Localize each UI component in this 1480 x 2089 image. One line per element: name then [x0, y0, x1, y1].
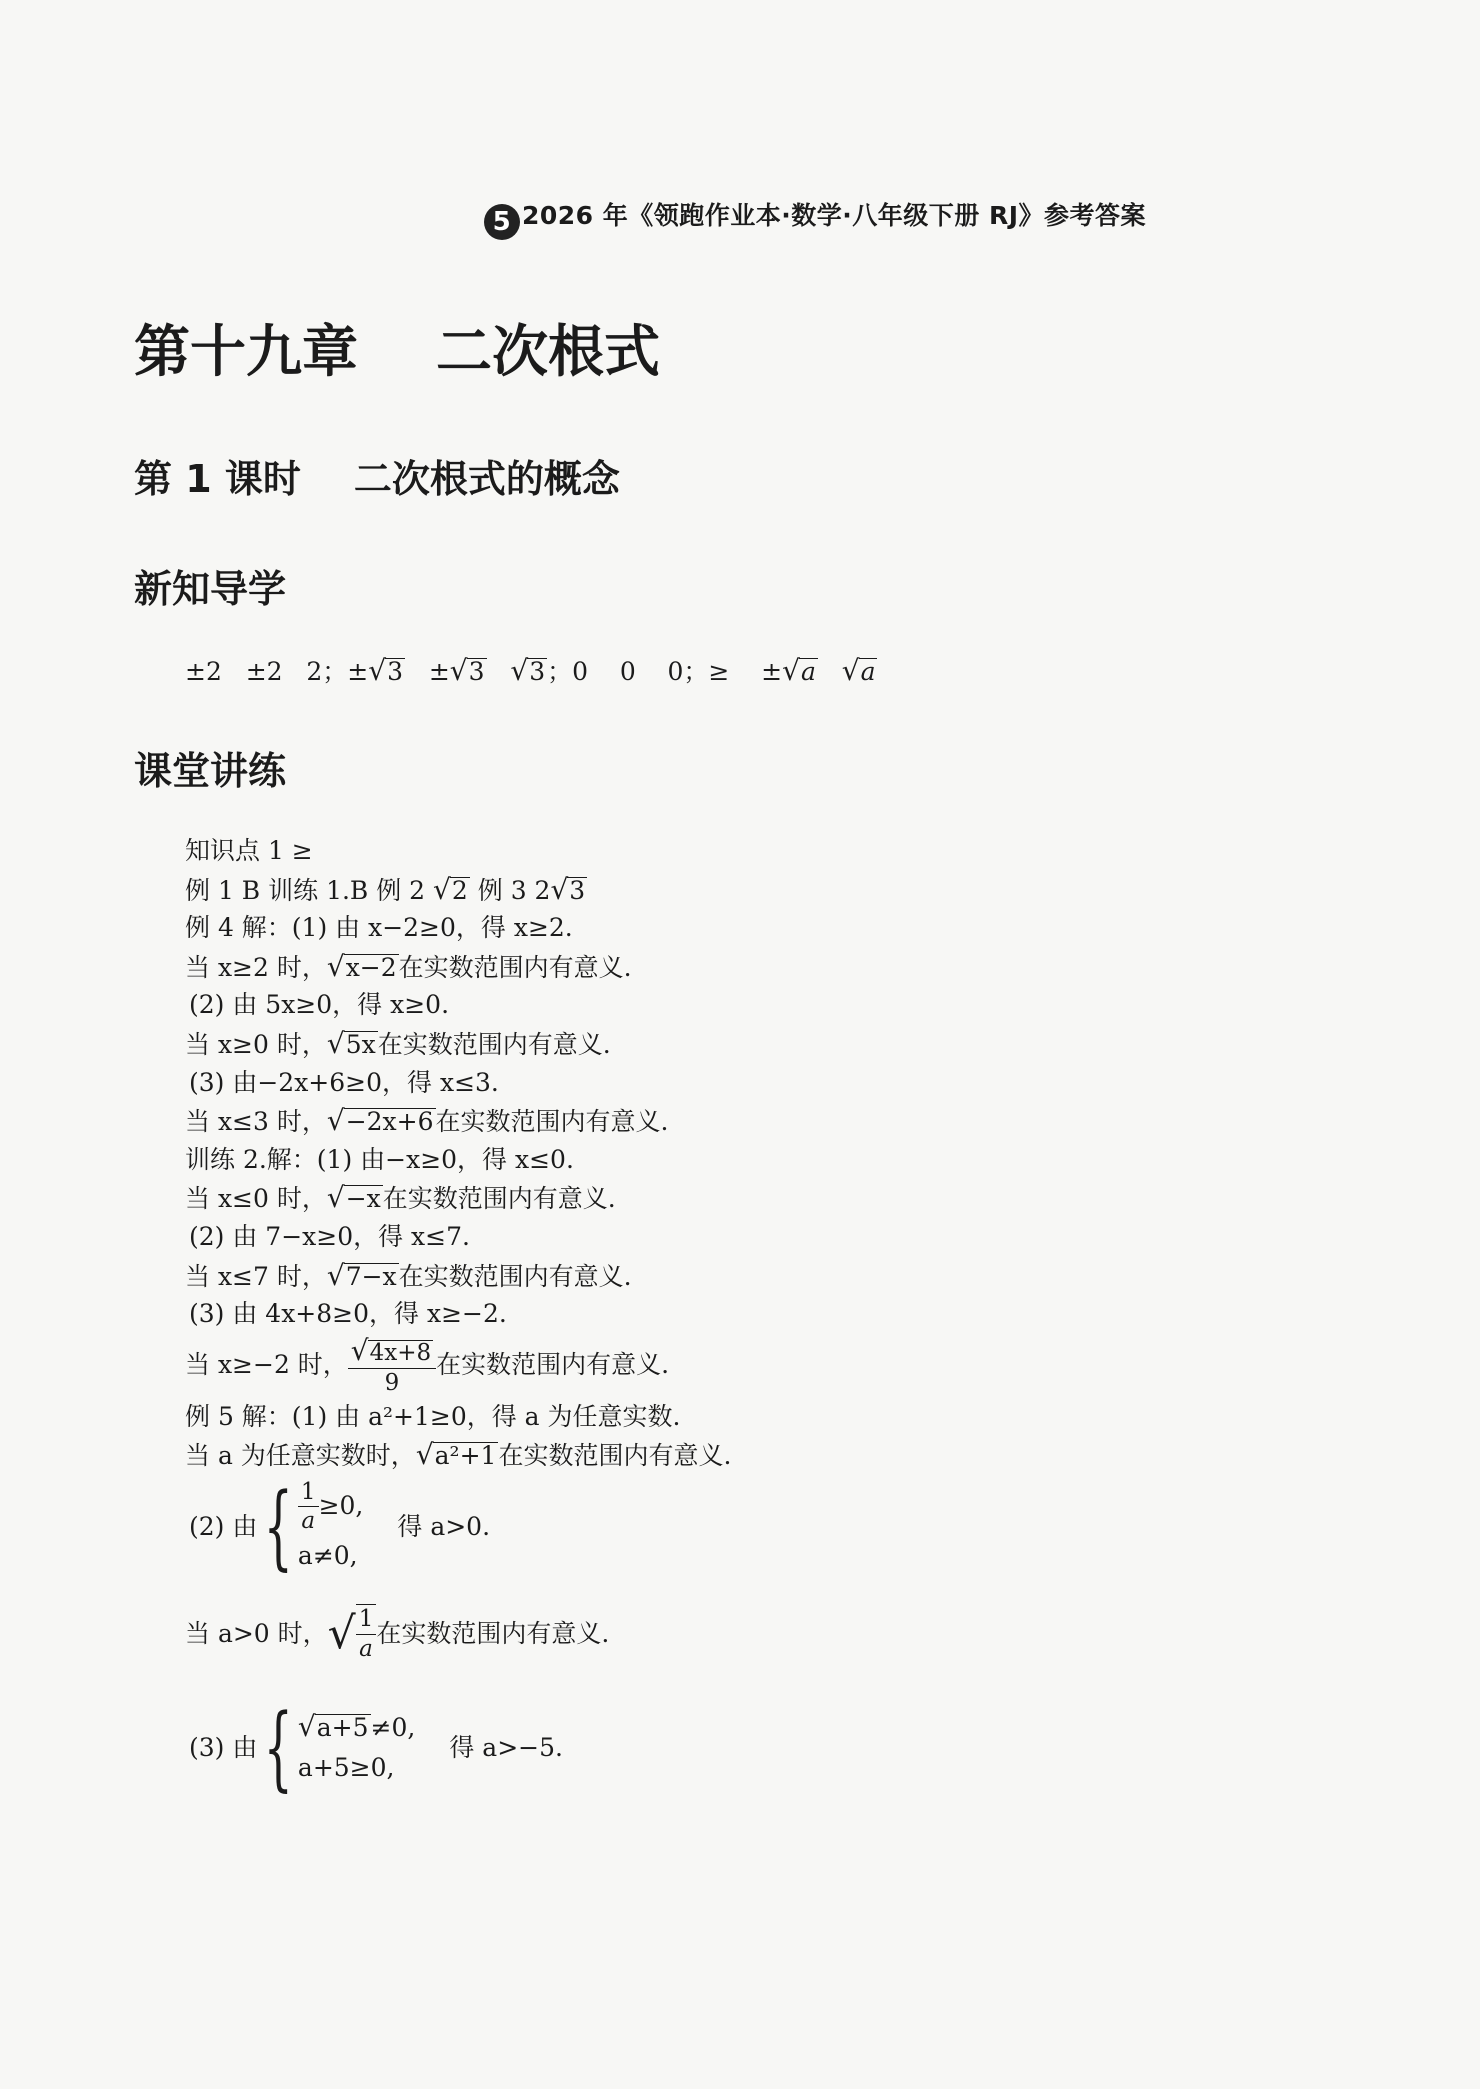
radicand: 5x [345, 1029, 376, 1059]
line-text: 当 x≥−2 时， [185, 1350, 348, 1380]
case-row: a+5≥0, [297, 1753, 395, 1783]
line-text: 得 a>−5. [449, 1732, 563, 1762]
radicand: 4x+8 [369, 1340, 432, 1367]
line-text: (3) 由 [189, 1732, 258, 1762]
radicand: 3 [387, 657, 403, 686]
case-list [298, 1478, 363, 1577]
text-line: 训练 2.解：(1) 由−x≥0，得 x≤0. [185, 1144, 574, 1174]
answers-line [185, 652, 877, 688]
text-line [185, 1257, 731, 1296]
sqrt-icon: √ [782, 654, 800, 687]
sqrt-icon: √ [326, 1258, 345, 1292]
series-logo-icon: 5 [484, 204, 520, 240]
fraction [298, 1478, 319, 1537]
line-text: 在实数范围内有意义. [376, 1618, 610, 1648]
answer-text: ±2 ±2 2；± [185, 657, 369, 686]
radicand: 2 [451, 875, 468, 905]
radicand: a+5 [316, 1713, 369, 1743]
text-line [185, 1179, 731, 1218]
line-text: 在实数范围内有意义. [382, 1184, 616, 1214]
fraction-numerator: 1 [298, 1478, 319, 1508]
line-text: 当 x≤7 时， [185, 1261, 327, 1291]
fraction-denominator: a [359, 1635, 373, 1662]
sqrt-icon: √ [326, 1104, 345, 1138]
case-list [298, 1707, 415, 1788]
line-text: 当 a 为任意实数时， [185, 1441, 416, 1471]
header-title: 2026 年《领跑作业本·数学·八年级下册 RJ》参考答案 [521, 201, 1147, 230]
line-text: 当 x≤3 时， [185, 1107, 327, 1137]
section-new-knowledge: 新知导学 [134, 567, 287, 611]
fraction-denominator: 9 [384, 1370, 400, 1397]
line-text: 在实数范围内有意义. [436, 1350, 670, 1380]
sqrt-icon: √ [449, 654, 468, 687]
text-line [185, 1025, 731, 1064]
text-line: (3) 由−2x+6≥0，得 x≤3. [189, 1067, 499, 1097]
answer-text [487, 657, 511, 686]
text-line [185, 871, 731, 910]
radicand: a [860, 657, 876, 686]
line-text: 得 a>0. [397, 1511, 491, 1541]
line-text: 在实数范围内有意义. [377, 1029, 611, 1059]
case-system [185, 1472, 731, 1580]
line-text: 例 3 2 [469, 875, 551, 905]
sqrt-icon: √ [510, 654, 529, 687]
line-text: 当 x≤0 时， [185, 1184, 327, 1214]
text-line [185, 1102, 731, 1141]
sqrt-icon: √ [327, 1607, 356, 1659]
answer-text: ± [405, 657, 450, 686]
left-brace-icon: { [264, 1472, 294, 1580]
radicand: a [800, 657, 816, 686]
text-line: (2) 由 5x≥0，得 x≥0. [189, 990, 450, 1020]
radicand: −2x+6 [345, 1107, 434, 1137]
text-line [185, 1334, 731, 1398]
radicand: 3 [529, 657, 546, 686]
lesson-title: 第 1 课时 二次根式的概念 [134, 457, 620, 501]
sqrt-icon: √ [326, 1026, 345, 1060]
case-row [298, 1478, 363, 1537]
case-system [185, 1689, 731, 1807]
sqrt-icon: √ [297, 1710, 316, 1744]
radicand: a²+1 [434, 1441, 497, 1471]
line-text: 在实数范围内有意义. [398, 952, 632, 982]
line-text: (2) 由 [189, 1511, 258, 1541]
text-line [185, 1436, 731, 1475]
radicand: 3 [569, 875, 586, 905]
sqrt-icon: √ [350, 1334, 369, 1368]
sqrt-icon: √ [841, 654, 860, 687]
text-line: 例 4 解：(1) 由 x−2≥0，得 x≥2. [185, 913, 573, 943]
line-text: 在实数范围内有意义. [435, 1107, 669, 1137]
sqrt-icon: √ [326, 1181, 345, 1215]
text-line: (3) 由 4x+8≥0，得 x≥−2. [189, 1299, 507, 1329]
sqrt-icon: √ [326, 949, 345, 983]
line-text: 当 x≥2 时， [185, 952, 327, 982]
fraction [356, 1604, 377, 1664]
text-line [185, 948, 731, 987]
case-row [298, 1707, 415, 1748]
line-text: 当 a>0 时， [185, 1618, 328, 1648]
text-line: 例 5 解：(1) 由 a²+1≥0，得 a 为任意实数. [185, 1401, 681, 1431]
sqrt-icon: √ [550, 872, 569, 906]
line-text: 当 x≥0 时， [185, 1029, 327, 1059]
fraction-numerator: 1 [356, 1605, 377, 1635]
solution-body [185, 832, 731, 1807]
case-row: a≠0, [297, 1541, 358, 1571]
line-text: 在实数范围内有意义. [398, 1261, 632, 1291]
line-text: 例 1 B 训练 1.B 例 2 [185, 875, 434, 905]
chapter-title: 第十九章 二次根式 [134, 319, 660, 385]
page-header [0, 196, 1480, 240]
text-line [185, 1579, 731, 1689]
radicand: −x [345, 1184, 381, 1214]
line-text: ≠0, [370, 1713, 416, 1743]
line-text: 在实数范围内有意义. [498, 1441, 732, 1471]
line-text: ≥0, [318, 1490, 364, 1520]
section-classroom: 课堂讲练 [134, 749, 287, 793]
radicand: 3 [468, 657, 485, 686]
sqrt-icon: √ [433, 872, 451, 906]
answer-text: ；0 0 0；≥ ± [547, 657, 783, 686]
sqrt-icon: √ [415, 1438, 434, 1472]
fraction-numerator [348, 1333, 436, 1369]
left-brace-icon: { [264, 1693, 294, 1801]
fraction [348, 1333, 436, 1398]
text-line: (2) 由 7−x≥0，得 x≤7. [189, 1221, 470, 1251]
fraction-denominator: a [301, 1508, 316, 1535]
radicand: 7−x [345, 1261, 397, 1291]
answer-text [818, 657, 842, 686]
radicand: x−2 [345, 952, 397, 982]
sqrt-icon: √ [368, 654, 387, 687]
text-line: 知识点 1 ≥ [185, 836, 313, 865]
